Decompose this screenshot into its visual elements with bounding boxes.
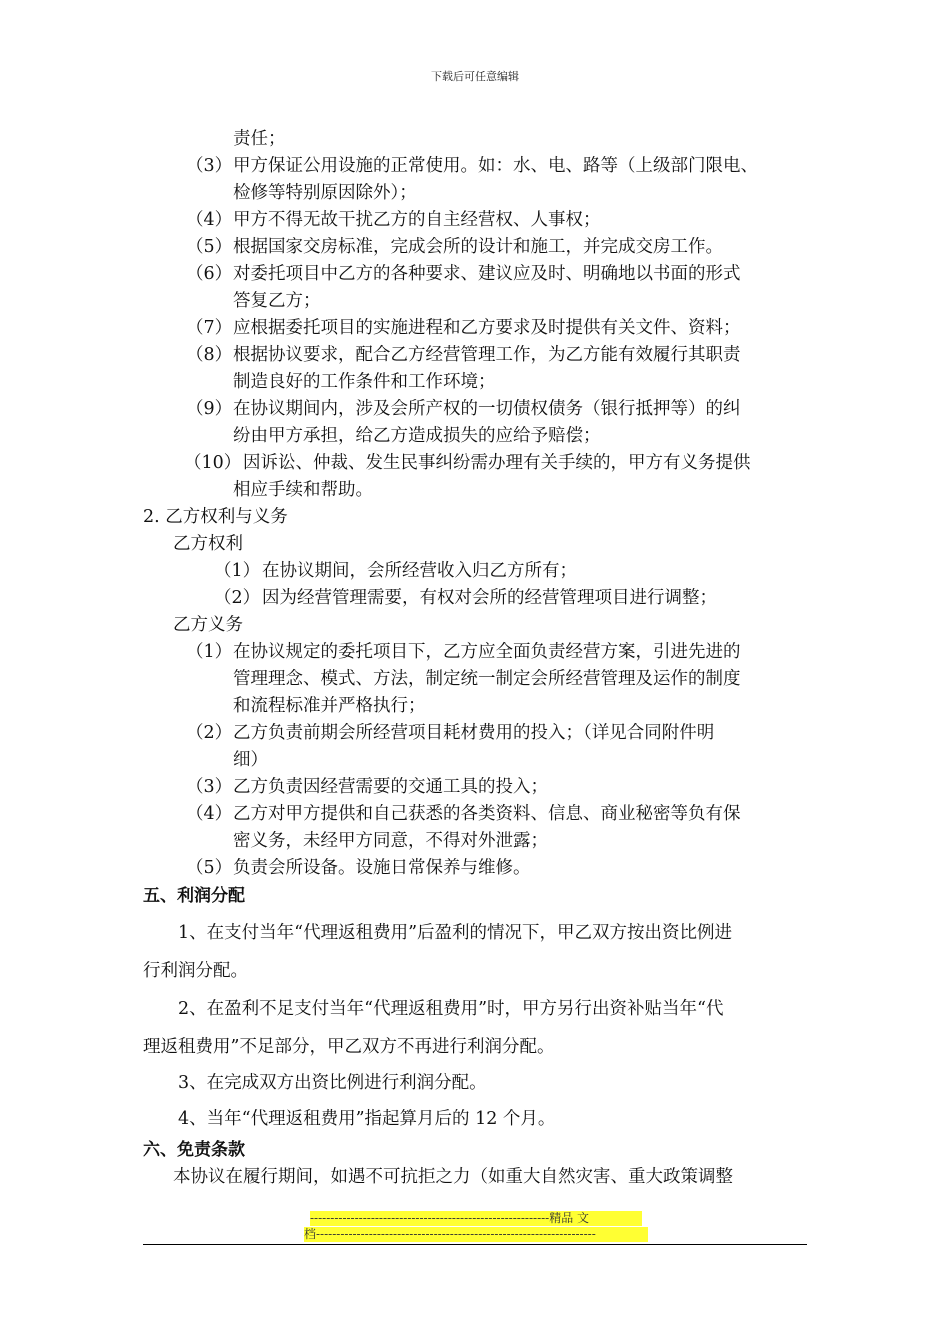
paragraph-line: 行利润分配。 [143,961,248,981]
item-text: 甲方不得无故干扰乙方的自主经营权、人事权； [233,210,601,230]
item-text: 甲方保证公用设施的正常使用。如：水、电、路等（上级部门限电、 [233,156,758,176]
list-item [186,641,741,663]
paragraph-line: 2、在盈利不足支付当年“代理返租费用”时，甲方另行出资补贴当年“代 [178,999,724,1019]
section-heading: 五、利润分配 [143,886,245,906]
paragraph-line: 1、在支付当年“代理返租费用”后盈利的情况下，甲乙双方按出资比例进 [178,923,733,943]
item-text: 根据协议要求，配合乙方经营管理工作，为乙方能有效履行其职责 [233,345,741,365]
item-text: 因诉讼、仲裁、发生民事纠纷需办理有关手续的，甲方有义务提供 [243,453,751,473]
item-number: （4） [186,804,233,824]
footer-watermark-line: 档--------------------------------------------------------------------- [304,1227,648,1242]
section-heading: 2. 乙方权利与义务 [143,507,288,527]
item-number: （5） [186,237,233,257]
list-item [186,722,714,744]
list-item [186,317,741,339]
subsection-label: 乙方义务 [173,615,243,635]
item-number: （3） [186,777,233,797]
item-text: 因为经营管理需要，有权对会所的经营管理项目进行调整； [262,588,717,608]
paragraph-line: 4、当年“代理返租费用”指起算月后的 12 个月。 [178,1109,556,1129]
item-text: 根据国家交房标准，完成会所的设计和施工，并完成交房工作。 [233,237,723,257]
item-number: （9） [186,399,233,419]
item-text: 在协议期间，会所经营收入归乙方所有； [262,561,577,581]
list-item [186,776,548,798]
list-item: 密义务，未经甲方同意，不得对外泄露； [233,831,548,851]
list-item [186,857,531,879]
list-item [214,587,717,609]
item-number: （3） [186,156,233,176]
list-item: 答复乙方； [233,291,321,311]
item-number: （7） [186,318,233,338]
list-item [186,236,723,258]
item-text: 乙方对甲方提供和自己获悉的各类资料、信息、商业秘密等负有保 [233,804,741,824]
item-number: （5） [186,858,233,878]
item-text: 负责会所设备。设施日常保养与维修。 [233,858,531,878]
section-heading: 六、免责条款 [143,1140,245,1160]
list-item: 责任； [233,129,286,149]
item-text: 乙方负责前期会所经营项目耗材费用的投入；（详见合同附件明 [233,723,715,743]
list-item: 检修等特别原因除外）； [233,183,417,203]
item-text: 应根据委托项目的实施进程和乙方要求及时提供有关文件、资料； [233,318,741,338]
item-number: （6） [186,264,233,284]
page-header-note: 下载后可任意编辑 [431,70,519,83]
paragraph-line: 本协议在履行期间，如遇不可抗拒之力（如重大自然灾害、重大政策调整 [173,1167,733,1187]
list-item: 纷由甲方承担，给乙方造成损失的应给予赔偿； [233,426,601,446]
list-item: 制造良好的工作条件和工作环境； [233,372,496,392]
item-number: （10） [184,453,242,473]
list-item [186,398,741,420]
list-item [186,803,741,825]
list-item: 和流程标准并严格执行； [233,696,426,716]
list-item [186,344,741,366]
list-item [214,560,577,582]
footer-watermark-line: -----------------------------------------------------------精品 文 [310,1211,642,1226]
list-item [184,452,751,474]
item-number: （1） [186,642,233,662]
paragraph-line: 理返租费用”不足部分，甲乙双方不再进行利润分配。 [143,1037,555,1057]
item-text: 在协议期间内，涉及会所产权的一切债权债务（银行抵押等）的纠 [233,399,741,419]
paragraph-line: 3、在完成双方出资比例进行利润分配。 [178,1073,487,1093]
item-number: （1） [214,561,261,581]
list-item [186,155,758,177]
item-text: 对委托项目中乙方的各种要求、建议应及时、明确地以书面的形式 [233,264,741,284]
item-number: （2） [214,588,261,608]
subsection-label: 乙方权利 [173,534,243,554]
item-text: 在协议规定的委托项目下，乙方应全面负责经营方案，引进先进的 [233,642,741,662]
list-item: 细） [233,750,268,770]
item-number: （8） [186,345,233,365]
item-number: （4） [186,210,233,230]
list-item [186,263,741,285]
list-item: 管理理念、模式、方法，制定统一制定会所经营管理及运作的制度 [233,669,741,689]
item-number: （2） [186,723,233,743]
list-item [186,209,601,231]
footer-divider [143,1244,807,1245]
list-item: 相应手续和帮助。 [233,480,373,500]
item-text: 乙方负责因经营需要的交通工具的投入； [233,777,548,797]
